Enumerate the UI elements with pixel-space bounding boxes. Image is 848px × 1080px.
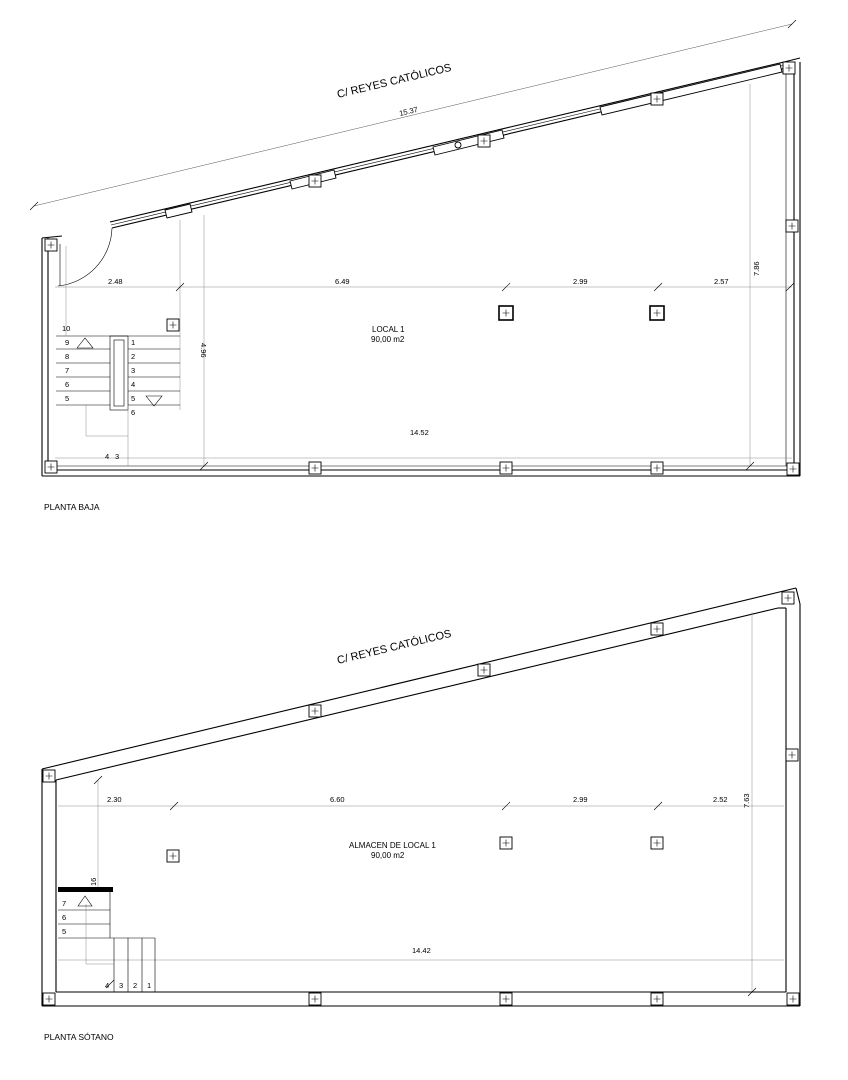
basement-step-l-5: 5 [62,927,67,936]
column-marker [650,306,664,320]
column-marker [309,993,321,1005]
column-marker [783,62,795,74]
ground-dim-top-1: 2.48 [108,277,123,286]
ground-step-l-6: 6 [65,380,70,389]
ground-dim-mid: 4.96 [199,343,208,358]
basement-dim-right: 7.63 [742,793,751,808]
column-marker [309,705,321,717]
basement-dim-bottom: 14.42 [412,946,431,955]
ground-step-l-7: 7 [65,366,70,375]
ground-street-length: 15.37 [398,104,419,118]
column-marker [43,770,55,782]
column-marker [309,462,321,474]
column-marker [651,623,663,635]
basement-dim-top-4: 2.52 [713,795,728,804]
ground-step-b-3: 3 [115,452,120,461]
ground-columns [45,62,799,475]
ground-step-l-8: 8 [65,352,70,361]
column-marker [499,306,513,320]
column-marker [651,93,663,105]
column-marker [787,993,799,1005]
column-marker [651,993,663,1005]
ground-room-name: LOCAL 1 [372,325,405,334]
ground-step-r-1: 1 [131,338,136,347]
basement-step-l-6: 6 [62,913,67,922]
basement-dim-top-2: 6.60 [330,795,345,804]
basement-dim-top-1: 2.30 [107,795,122,804]
column-marker [478,664,490,676]
basement-caption: PLANTA SÓTANO [44,1032,114,1042]
basement-step-l-7: 7 [62,899,67,908]
column-marker [786,220,798,232]
ground-dim-right: 7.86 [752,261,761,276]
ground-step-l-10: 10 [62,324,71,333]
basement-staircase [58,887,155,992]
column-marker [500,993,512,1005]
basement-dim-stair: 16 [89,877,98,886]
street-dimension-line [30,20,796,210]
basement-plan [42,588,800,1042]
basement-columns [43,592,799,1005]
ground-step-b-4: 4 [105,452,110,461]
column-marker [500,462,512,474]
column-marker [478,135,490,147]
ground-step-l-5: 5 [65,394,70,403]
column-marker [782,592,794,604]
basement-room-name: ALMACEN DE LOCAL 1 [349,841,436,850]
basement-outer-walls [42,588,800,1006]
ground-step-r-5: 5 [131,394,136,403]
column-marker [45,239,57,251]
ground-room-area: 90,00 m2 [371,335,405,344]
ground-step-r-6: 6 [131,408,136,417]
ground-step-r-4: 4 [131,380,136,389]
ground-step-r-2: 2 [131,352,136,361]
column-marker [43,993,55,1005]
ground-outer-walls [42,58,800,476]
column-marker [787,463,799,475]
ground-floor-caption: PLANTA BAJA [44,502,100,512]
column-marker [45,461,57,473]
ground-dim-top-2: 6.49 [335,277,350,286]
ground-dim-top-4: 2.57 [714,277,729,286]
column-marker [651,462,663,474]
basement-room-area: 90,00 m2 [371,851,405,860]
basement-step-b-3: 3 [119,981,124,990]
basement-dim-top-3: 2.99 [573,795,588,804]
column-marker [167,850,179,862]
column-marker [786,749,798,761]
ground-street-label: C/ REYES CATÓLICOS [335,61,453,101]
basement-street-label: C/ REYES CATÓLICOS [335,627,453,667]
basement-step-b-2: 2 [133,981,138,990]
ground-floor-plan [30,20,800,512]
basement-step-b-1: 1 [147,981,152,990]
basement-dimension-lines [58,612,784,996]
ground-facade-wall [110,62,786,228]
ground-dim-top-3: 2.99 [573,277,588,286]
ground-dimension-lines [55,84,794,470]
column-marker [651,837,663,849]
ground-dim-bottom: 14.52 [410,428,429,437]
column-marker [500,837,512,849]
column-marker [309,175,321,187]
column-marker [167,319,179,331]
ground-step-l-9: 9 [65,338,70,347]
ground-step-r-3: 3 [131,366,136,375]
basement-step-b-4: 4 [105,981,110,990]
